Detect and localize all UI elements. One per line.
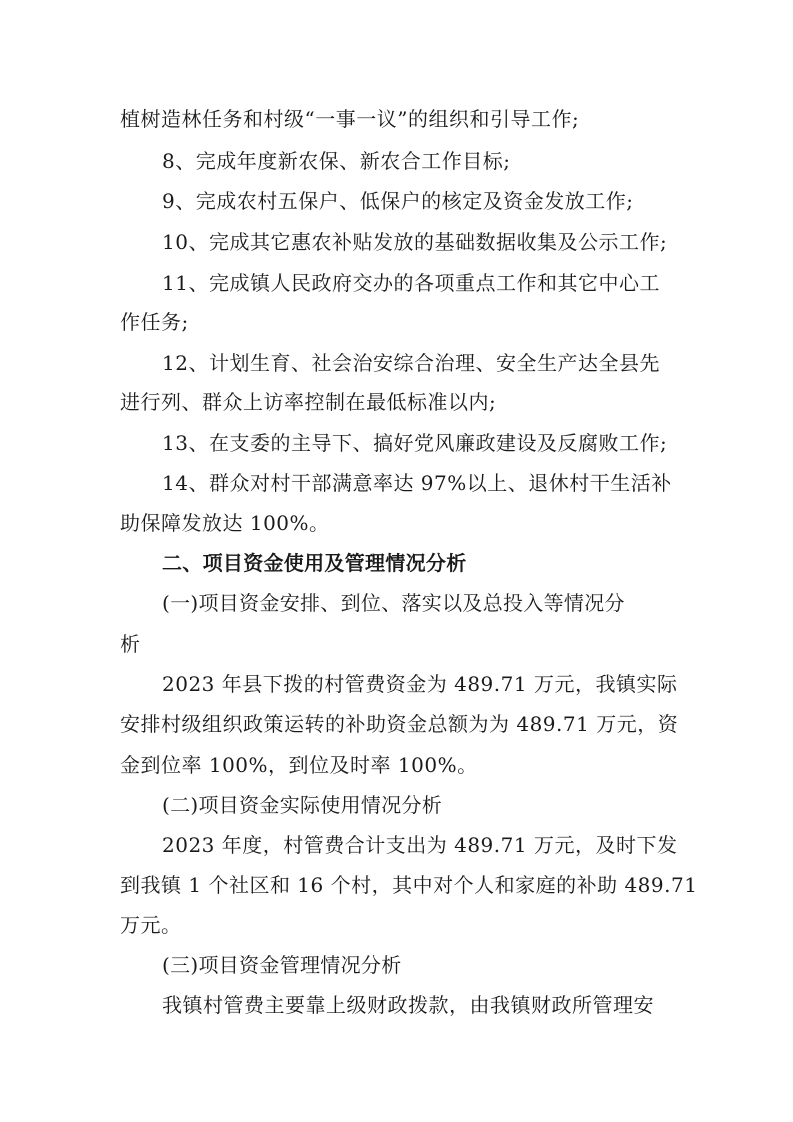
paragraph-line: 2023 年度，村管费合计支出为 489.71 万元，及时下发 bbox=[162, 833, 678, 857]
list-item-14: 14、群众对村干部满意率达 97%以上、退休村干生活补 bbox=[162, 471, 672, 495]
list-item-13: 13、在支委的主导下、搞好党风廉政建设及反腐败工作; bbox=[162, 431, 668, 455]
text-line: 助保障发放达 100%。 bbox=[120, 511, 330, 535]
subsection-heading-1: (一)项目资金安排、到位、落实以及总投入等情况分 bbox=[162, 591, 625, 615]
text-line: 作任务; bbox=[120, 310, 189, 334]
paragraph-line: 2023 年县下拨的村管费资金为 489.71 万元，我镇实际 bbox=[162, 672, 678, 696]
section-heading: 二、项目资金使用及管理情况分析 bbox=[162, 551, 467, 575]
list-item-9: 9、完成农村五保户、低保户的核定及资金发放工作; bbox=[162, 189, 634, 213]
text-line: 到我镇 1 个社区和 16 个村，其中对个人和家庭的补助 489.71 bbox=[120, 873, 698, 897]
text-line: 植树造林任务和村级“一事一议”的组织和引导工作; bbox=[120, 107, 580, 131]
list-item-12: 12、计划生育、社会治安综合治理、安全生产达全县先 bbox=[162, 351, 660, 375]
subsection-heading-3: (三)项目资金管理情况分析 bbox=[162, 953, 402, 977]
list-item-11: 11、完成镇人民政府交办的各项重点工作和其它中心工 bbox=[162, 271, 660, 295]
list-item-8: 8、完成年度新农保、新农合工作目标; bbox=[162, 149, 511, 173]
text-line: 金到位率 100%，到位及时率 100%。 bbox=[120, 753, 478, 777]
paragraph-line: 我镇村管费主要靠上级财政拨款，由我镇财政所管理安 bbox=[162, 993, 654, 1017]
text-line: 安排村级组织政策运转的补助资金总额为为 489.71 万元，资 bbox=[120, 712, 679, 736]
text-line: 万元。 bbox=[120, 913, 182, 937]
subsection-heading-2: (二)项目资金实际使用情况分析 bbox=[162, 793, 443, 817]
text-line: 进行列、群众上访率控制在最低标准以内; bbox=[120, 390, 497, 414]
list-item-10: 10、完成其它惠农补贴发放的基础数据收集及公示工作; bbox=[162, 230, 668, 254]
text-line: 析 bbox=[120, 632, 141, 656]
